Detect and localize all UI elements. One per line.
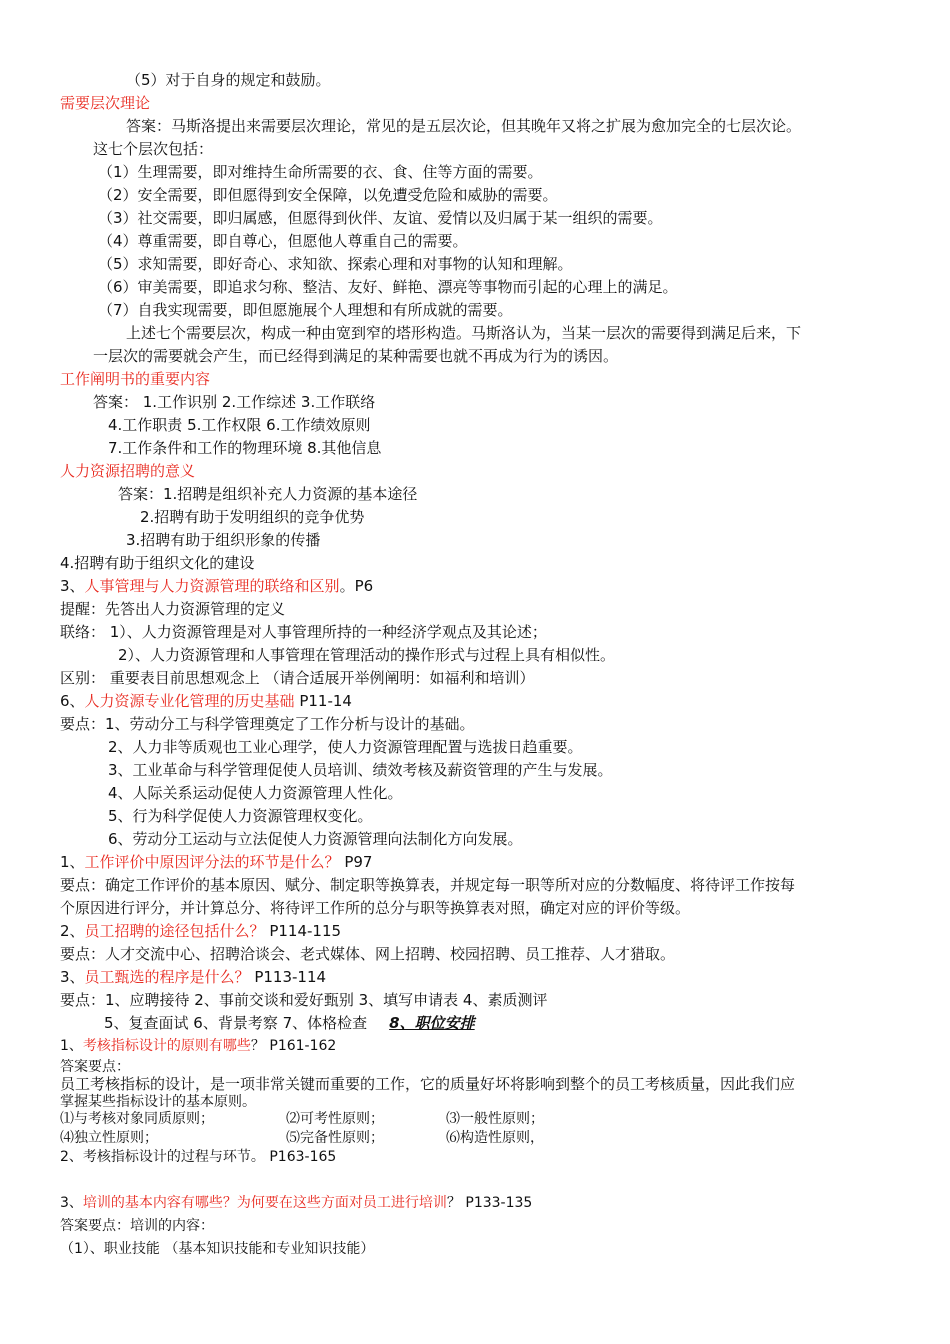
text-line: 答案： 1.工作识别 2.工作综述 3.工作联络 (93, 393, 376, 411)
text-line: （2）安全需要，即但愿得到安全保障，以免遭受危险和威胁的需要。 (98, 186, 558, 204)
question-number: 3、 (60, 1195, 83, 1211)
text-line: 一层次的需要就会产生，而已经得到满足的某种需要也就不再成为行为的诱因。 (93, 347, 619, 365)
text-line: 员工考核指标的设计，是一项非常关键而重要的工作，它的质量好坏将影响到整个的员工考核质量，因此我们应 (60, 1075, 796, 1093)
question-number: 2、 (60, 922, 85, 940)
text-line: 提醒：先答出人力资源管理的定义 (60, 600, 286, 618)
text-line: 4、人际关系运动促使人力资源管理人性化。 (108, 784, 403, 802)
page-reference: P97 (339, 853, 373, 871)
principle-item: ⑷独立性原则； (60, 1130, 158, 1146)
page-reference: 。P6 (339, 577, 374, 595)
text-line: 要点：1、劳动分工与科学管理奠定了工作分析与设计的基础。 (60, 715, 475, 733)
question-number: 6、 (60, 692, 85, 710)
text-line: 要点：1、应聘接待 2、事前交谈和爱好甄别 3、填写申请表 4、素质测评 (60, 991, 548, 1009)
question-heading (60, 1194, 532, 1213)
emphasized-step: 8、职位安排 (389, 1014, 475, 1032)
text-line: 7.工作条件和工作的物理环境 8.其他信息 (108, 439, 382, 457)
text-line: 这七个层次包括： (93, 140, 214, 158)
question-number: 1、 (60, 853, 85, 871)
text-line: 2.招聘有助于发明组织的竞争优势 (140, 508, 365, 526)
text-line: （7）自我实现需要，即但愿施展个人理想和有所成就的需要。 (98, 301, 513, 319)
page-reference: P114-115 (264, 922, 342, 940)
question-title: 工作评价中原因评分法的环节是什么？ (84, 853, 340, 871)
question-heading (60, 1037, 336, 1056)
text-line: 2、人力非等质观也工业心理学，使人力资源管理配置与选拔日趋重要。 (108, 738, 583, 756)
text-line: 答案要点： (60, 1059, 130, 1075)
principle-item: ⑵可考性原则； (286, 1111, 384, 1127)
section-heading: 人力资源招聘的意义 (60, 462, 196, 480)
question-title: 员工甄选的程序是什么？ (84, 968, 250, 986)
text-line: （5）对于自身的规定和鼓励。 (126, 71, 331, 89)
question-heading (60, 852, 372, 872)
section-heading: 工作阐明书的重要内容 (60, 370, 211, 388)
principle-item: ⑴与考核对象同质原则； (60, 1111, 214, 1127)
question-title: 人事管理与人力资源管理的联络和区别 (84, 577, 340, 595)
question-heading (60, 576, 373, 596)
text-line: 个原因进行评分，并计算总分、将待评工作所的总分与职等换算表对照，确定对应的评价等级。 (60, 899, 691, 917)
page-reference: P11-14 (294, 692, 352, 710)
page-reference: ？ P133-135 (446, 1195, 533, 1211)
text-line: 4.招聘有助于组织文化的建设 (60, 554, 255, 572)
text-line: （6）审美需要，即追求匀称、整洁、友好、鲜艳、漂亮等事物而引起的心理上的满足。 (98, 278, 678, 296)
principle-item: ⑶一般性原则； (446, 1111, 544, 1127)
question-heading (60, 921, 341, 941)
text-line: 3.招聘有助于组织形象的传播 (126, 531, 321, 549)
question-heading (60, 967, 326, 987)
question-number: 3、 (60, 968, 85, 986)
text-line: （1）、职业技能 （基本知识技能和专业知识技能） (60, 1241, 375, 1257)
text-line: 2）、人力资源管理和人事管理在管理活动的操作形式与过程上具有相似性。 (118, 646, 616, 664)
question-title: 考核指标设计的原则有哪些 (82, 1038, 251, 1054)
question-number: 3、 (60, 577, 85, 595)
text-line: 2、考核指标设计的过程与环节。 P163-165 (60, 1149, 337, 1165)
text-line: 答案要点：培训的内容： (60, 1218, 214, 1234)
question-title: 培训的基本内容有哪些？为何要在这些方面对员工进行培训 (82, 1195, 447, 1211)
question-title: 员工招聘的途径包括什么？ (84, 922, 265, 940)
text-line: 要点：人才交流中心、招聘洽谈会、老式媒体、网上招聘、校园招聘、员工推荐、人才猎取。 (60, 945, 676, 963)
text-line: 答案：马斯洛提出来需要层次理论，常见的是五层次论，但其晚年又将之扩展为愈加完全的七层次论。 (126, 117, 802, 135)
step-list: 5、复查面试 6、背景考察 7、体格检查 (104, 1014, 368, 1032)
page-reference: ？ P161-162 (250, 1038, 337, 1054)
text-line (104, 1013, 475, 1033)
question-title: 人力资源专业化管理的历史基础 (84, 692, 295, 710)
text-line: 要点：确定工作评价的基本原因、赋分、制定职等换算表，并规定每一职等所对应的分数幅度、将待评工作按每 (60, 876, 796, 894)
text-line: （5）求知需要，即好奇心、求知欲、探索心理和对事物的认知和理解。 (98, 255, 573, 273)
section-heading: 需要层次理论 (60, 94, 151, 112)
principle-item: ⑸完备性原则； (286, 1130, 384, 1146)
question-heading (60, 691, 352, 711)
text-line: 联络： 1）、人力资源管理是对人事管理所持的一种经济学观点及其论述； (60, 623, 547, 641)
text-line: 4.工作职责 5.工作权限 6.工作绩效原则 (108, 416, 371, 434)
question-number: 1、 (60, 1038, 83, 1054)
text-line: 区别： 重要表目前思想观念上 （请合适展开举例阐明：如福利和培训） (60, 669, 535, 687)
text-line: 3、工业革命与科学管理促使人员培训、绩效考核及薪资管理的产生与发展。 (108, 761, 613, 779)
text-line: 掌握某些指标设计的基本原则。 (60, 1094, 256, 1110)
text-line: 5、行为科学促使人力资源管理权变化。 (108, 807, 373, 825)
text-line: 6、劳动分工运动与立法促使人力资源管理向法制化方向发展。 (108, 830, 523, 848)
text-line: 上述七个需要层次，构成一种由宽到窄的塔形构造。马斯洛认为，当某一层次的需要得到满足后来，下 (126, 324, 802, 342)
text-line: 答案：1.招聘是组织补充人力资源的基本途径 (118, 485, 418, 503)
page-reference: P113-114 (249, 968, 327, 986)
text-line: （1）生理需要，即对维持生命所需要的衣、食、住等方面的需要。 (98, 163, 543, 181)
text-line: （4）尊重需要，即自尊心，但愿他人尊重自己的需要。 (98, 232, 468, 250)
text-line: （3）社交需要，即归属感，但愿得到伙伴、友谊、爱情以及归属于某一组织的需要。 (98, 209, 663, 227)
principle-item: ⑹构造性原则， (446, 1130, 544, 1146)
